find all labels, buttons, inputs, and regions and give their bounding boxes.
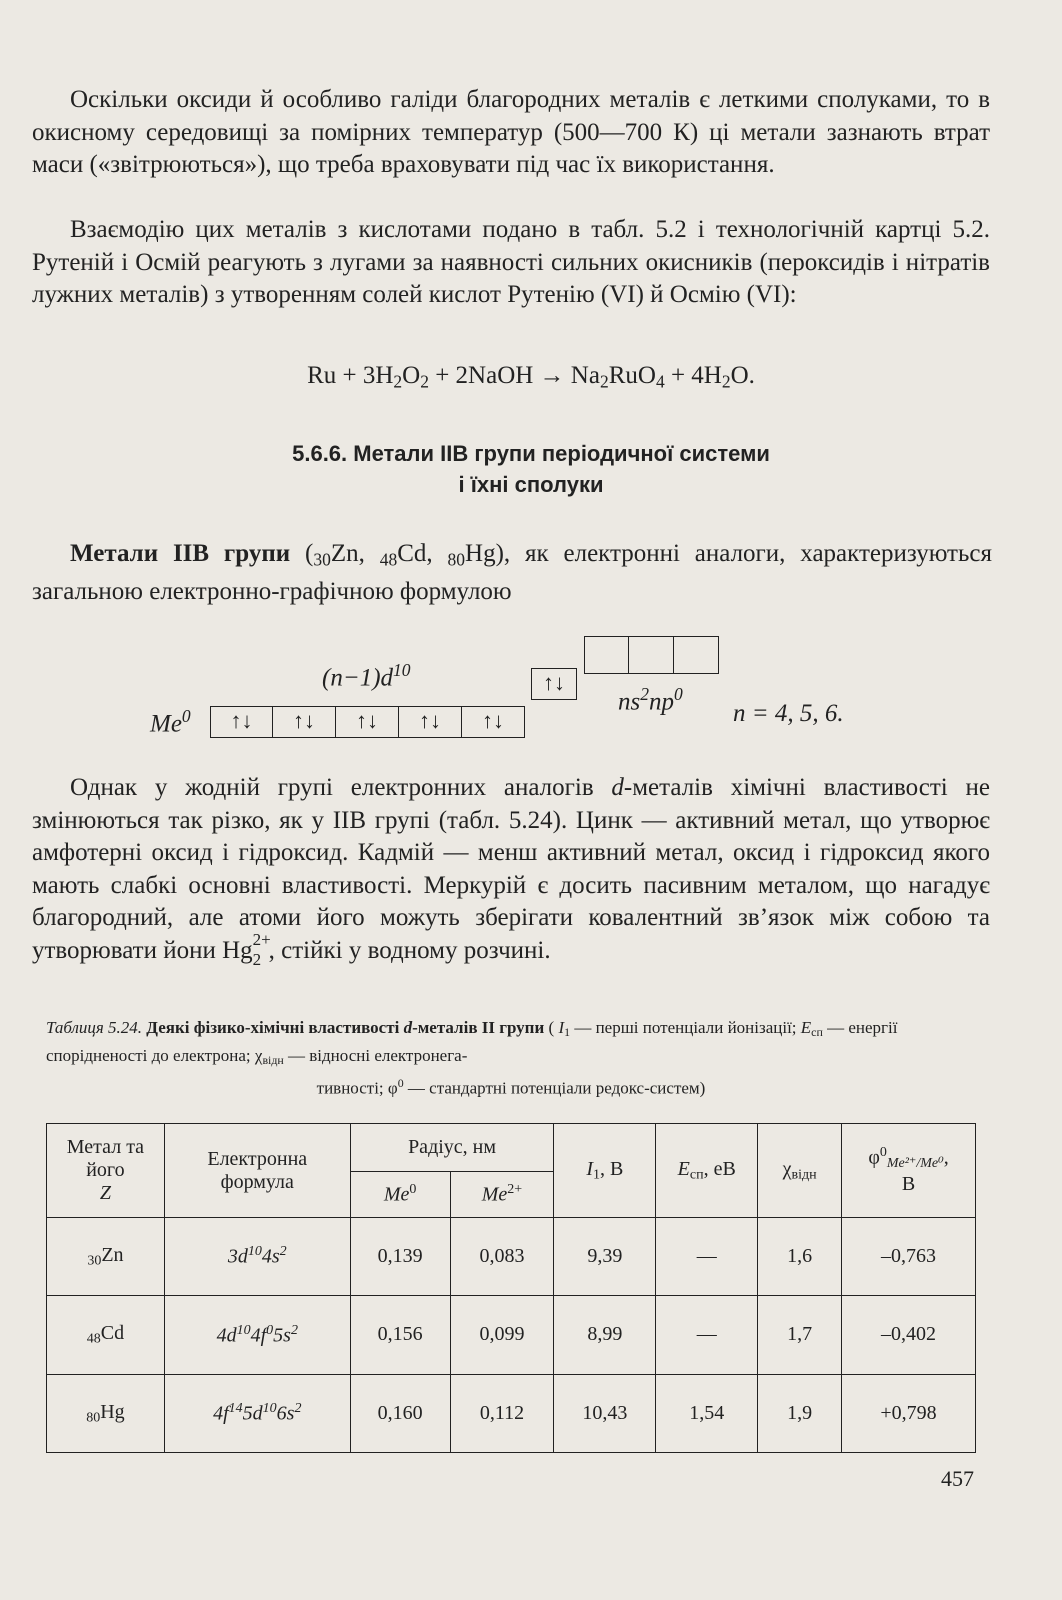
cell-ionization: 8,99 [554, 1296, 656, 1374]
d-orbital-cell: ↑↓ [210, 706, 273, 738]
cell-ionization: 10,43 [554, 1374, 656, 1452]
d-orbital-cell: ↑↓ [462, 706, 525, 738]
cell-potential: –0,763 [842, 1218, 976, 1296]
paragraph-iib-metals: Метали IIB групи ($_{30}Zn$, $_{48}$Cd, $_{80}$Hg), як електронні аналоги, характеризуються загальною електронно-графічною формулою [32, 540, 992, 605]
cell-element: $_{80}$Hg [47, 1374, 165, 1452]
section-heading [0, 438, 1062, 500]
cell-affinity: — [656, 1218, 758, 1296]
table-row [47, 1374, 976, 1452]
ns-np-label: $ns^2np^0$ [618, 684, 683, 716]
header-formula: Електронна формула [164, 1124, 350, 1218]
section-heading-line1: 5.6.6. Метали IIB групи періодичної системи [292, 441, 770, 466]
ruthenium-equation: $Ru + 3H_2O_2$ + 2NaOH → $Na_2RuO_4 + 4H_2O$. [307, 362, 755, 392]
cell-ionization: 9,39 [554, 1218, 656, 1296]
cell-formula: $4d^{10}4f^05s^2$ [164, 1296, 350, 1374]
header-ionization: $I_1$, В [554, 1124, 656, 1218]
d-orbital-boxes [210, 706, 525, 738]
cell-potential: –0,402 [842, 1296, 976, 1374]
p-orbital-cell [584, 636, 629, 674]
section-heading-line2: і їхні сполуки [458, 472, 604, 497]
cell-formula: $4f^{14}5d^{10}6s^2$ [164, 1374, 350, 1452]
header-potential: $\varphi^0_{Me^{2+}/Me^0}$, В [842, 1124, 976, 1218]
properties-table [46, 1123, 976, 1453]
s-orbital-box [531, 668, 577, 700]
header-radius: Радіус, нм [350, 1124, 554, 1172]
cell-radius-ion: 0,099 [450, 1296, 554, 1374]
cell-affinity: — [656, 1296, 758, 1374]
table-header-row [47, 1124, 976, 1172]
n-values-label: n = 4, 5, 6. [733, 700, 844, 727]
d-orbital-cell: ↑↓ [273, 706, 336, 738]
table-row [47, 1296, 976, 1374]
cell-element: $_{30}$Zn [47, 1218, 165, 1296]
cell-element: $_{48}$Cd [47, 1296, 165, 1374]
d-orbital-cell: ↑↓ [399, 706, 462, 738]
cell-radius-atom: 0,156 [350, 1296, 450, 1374]
header-radius-me2: $Me^{2+}$ [450, 1172, 554, 1218]
p-orbital-cell [674, 636, 719, 674]
cell-formula: $3d^{10}4s^2$ [164, 1218, 350, 1296]
header-electronegativity: $\chi_{відн}$ [758, 1124, 842, 1218]
table-caption: Таблиця 5.24. Деякі фізико-хімічні властивості d-металів II групи ( $I_1$ — перші потенціали йонізації; $E_{сп}$ — енергії спорідненості до електрона; $\chi_{відн}$ — відносні електронега- тивності; $\varphi^0$ — стандартні потенціали редокс-систем) [46, 1018, 898, 1098]
d-orbital-cell: ↑↓ [336, 706, 399, 738]
paragraph-volatile-oxides: Оскільки оксиди й особливо галіди благородних металів є леткими сполуками, то в окисному середовищі за помірних температур (500—700 К) ці метали зазнають втрат маси («звітрюються»), що треба враховувати під час їх використання. [32, 86, 990, 178]
metal-symbol-label: Me$^0$ [150, 706, 191, 738]
cell-electronegativity: 1,7 [758, 1296, 842, 1374]
header-affinity: $E_{сп}$, eВ [656, 1124, 758, 1218]
cell-electronegativity: 1,6 [758, 1218, 842, 1296]
cell-radius-atom: 0,139 [350, 1218, 450, 1296]
paragraph-properties-change: Однак у жодній групі електронних аналогів d-металів хімічні властивості не змінюються так різко, як у IIB групі (табл. 5.24). Цинк — активний метал, що утворює амфотерні оксид і гідроксид. Кадмій — менш активний метал, оксид і гідроксид якого мають слабкі основні властивості. Меркурій є досить пасивним металом, що нагадує благородний, але атоми його можуть зберігати ковалентний зв’язок між собою та утворювати йони Hg 2+ 2 , стійкі у водному розчині. [32, 774, 990, 969]
cell-radius-ion: 0,112 [450, 1374, 554, 1452]
paragraph-acid-reactions: Взаємодію цих металів з кислотами подано в табл. 5.2 і технологічній картці 5.2. Рутеній і Осмій реагують з лугами за наявності сильних окисників (пероксидів і нітратів лужних металів) з утворенням солей кислот Рутенію (VI) й Осмію (VI): [32, 216, 990, 308]
cell-potential: +0,798 [842, 1374, 976, 1452]
cell-affinity: 1,54 [656, 1374, 758, 1452]
cell-radius-ion: 0,083 [450, 1218, 554, 1296]
page-number: 457 [941, 1466, 974, 1491]
s-orbital-cell: ↑↓ [531, 668, 577, 700]
cell-radius-atom: 0,160 [350, 1374, 450, 1452]
header-radius-me0: Me$^0$ [350, 1172, 450, 1218]
p-orbital-cell [629, 636, 674, 674]
table-row [47, 1218, 976, 1296]
cell-electronegativity: 1,9 [758, 1374, 842, 1452]
d-sublevel-label: $(n-1)d^{10}$ [322, 660, 411, 692]
header-metal: Метал та його Z [47, 1124, 165, 1218]
p-orbital-boxes [584, 636, 719, 674]
